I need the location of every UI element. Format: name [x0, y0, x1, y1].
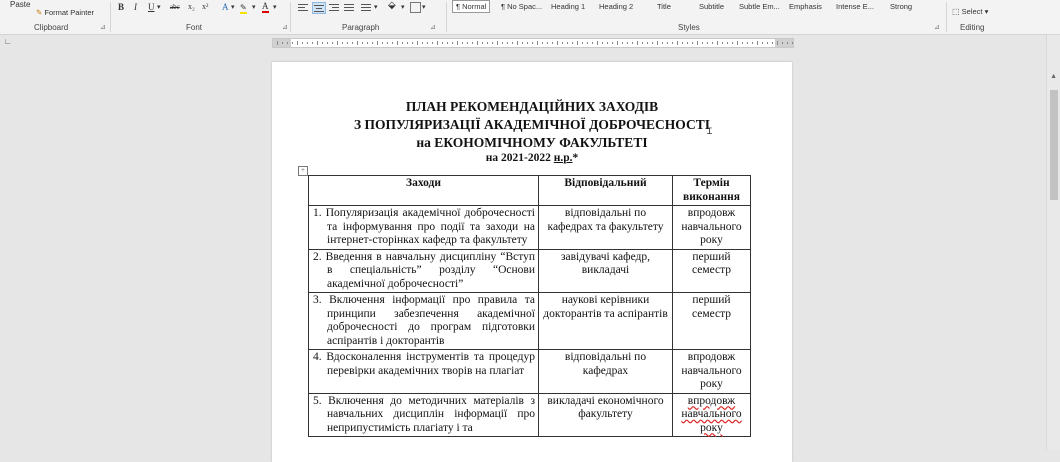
editing-group — [948, 0, 1008, 34]
table-row — [309, 393, 751, 437]
responsible-cell[interactable]: викладачі економічного факультету — [539, 393, 673, 437]
style-emphasis[interactable]: Emphasis — [789, 2, 822, 11]
style-normal[interactable]: ¶ Normal — [452, 0, 490, 13]
underline-dropdown-icon[interactable]: ▾ — [157, 3, 161, 11]
line-spacing-icon[interactable] — [360, 2, 372, 12]
text-effects-button[interactable]: A — [222, 2, 229, 12]
measures-table — [308, 175, 751, 437]
ruler-tick — [497, 41, 498, 45]
font-launcher-icon[interactable]: ⊿ — [282, 24, 288, 31]
ruler-tick — [442, 42, 443, 44]
align-center-icon[interactable] — [312, 2, 326, 14]
ruler-tick — [602, 42, 603, 44]
ruler-tick — [662, 42, 663, 44]
ribbon — [0, 0, 1060, 35]
italic-button[interactable]: I — [134, 2, 137, 12]
style-subtitle[interactable]: Subtitle — [699, 2, 725, 11]
row-number: 5. — [313, 394, 322, 407]
deadline-cell[interactable]: перший семестр — [673, 249, 751, 293]
styles-launcher-icon[interactable]: ⊿ — [934, 24, 940, 31]
table-row — [309, 249, 751, 293]
ruler-tick — [637, 41, 638, 45]
ribbon-divider — [290, 2, 291, 32]
ruler-tick — [752, 42, 753, 44]
ruler-tick — [687, 42, 688, 44]
scroll-up-icon[interactable]: ▲ — [1050, 73, 1057, 80]
subscript-button[interactable]: x₂ — [188, 2, 195, 11]
header-responsible: Відповідальний — [539, 176, 673, 206]
font-color-button[interactable]: A — [262, 1, 269, 11]
style-no-spacing[interactable]: ¶ No Spac... — [501, 2, 543, 11]
ruler-tick — [717, 41, 718, 45]
ruler-tick — [287, 42, 288, 44]
ruler-tick — [482, 42, 483, 44]
ruler-tick — [292, 42, 293, 44]
ruler-tick — [302, 42, 303, 44]
ruler-tick — [437, 41, 438, 45]
borders-icon[interactable] — [410, 2, 421, 13]
style-heading-2[interactable]: Heading 2 — [599, 2, 634, 11]
ruler-tick — [407, 42, 408, 44]
deadline-cell[interactable]: впродовж навчального року — [673, 393, 751, 437]
ruler-tick — [617, 41, 618, 45]
ruler-tick — [352, 42, 353, 44]
align-right-icon[interactable] — [328, 2, 340, 12]
strikethrough-button[interactable]: abc — [170, 3, 180, 11]
font-color-dropdown-icon[interactable]: ▾ — [273, 3, 277, 11]
ruler-tick — [652, 42, 653, 44]
ruler-tick — [517, 41, 518, 45]
ruler-tick — [627, 42, 628, 44]
year-text: на 2021-2022 — [485, 152, 554, 164]
tab-selector-icon[interactable]: ∟ — [4, 37, 12, 46]
measure-cell[interactable] — [309, 350, 539, 394]
ruler-tick — [792, 42, 793, 44]
ribbon-divider — [946, 2, 947, 32]
clipboard-launcher-icon[interactable]: ⊿ — [100, 24, 106, 31]
ruler-tick — [737, 41, 738, 45]
underline-button[interactable]: U — [148, 2, 155, 12]
doc-year-line — [272, 152, 792, 164]
measure-text: Популяризація академічної доброчесності та інформування про події та заходи на інтернет-сторінках кафедр та факультету — [325, 207, 535, 246]
measure-text: Вдосконалення інструментів та процедур перевірки академічних творів на плагіат — [326, 351, 535, 377]
ruler-tick — [402, 42, 403, 44]
measure-cell[interactable] — [309, 206, 539, 250]
justify-icon[interactable] — [343, 2, 355, 12]
ruler-tick — [707, 42, 708, 44]
table-row — [309, 293, 751, 350]
deadline-cell[interactable]: перший семестр — [673, 293, 751, 350]
ruler-tick — [337, 41, 338, 45]
clipboard-group — [0, 0, 110, 34]
ruler-tick — [577, 41, 578, 45]
ruler-tick — [467, 42, 468, 44]
ruler-tick — [592, 42, 593, 44]
scrollbar-thumb[interactable] — [1050, 90, 1058, 200]
ruler-tick — [522, 42, 523, 44]
responsible-cell[interactable]: наукові керівники докторантів та аспірантів — [539, 293, 673, 350]
table-row — [309, 350, 751, 394]
paragraph-launcher-icon[interactable]: ⊿ — [430, 24, 436, 31]
doc-title-line-3: на ЕКОНОМІЧНОМУ ФАКУЛЬТЕТІ — [416, 135, 648, 150]
borders-dropdown-icon[interactable]: ▾ — [422, 3, 426, 11]
style-title[interactable]: Title — [657, 2, 671, 11]
ruler-tick — [367, 42, 368, 44]
ruler-tick — [422, 42, 423, 44]
text-cursor-icon: Ɪ — [707, 127, 713, 137]
styles-group — [450, 0, 944, 34]
document-page[interactable] — [272, 62, 792, 462]
ruler-tick — [392, 42, 393, 44]
ruler-tick — [417, 41, 418, 45]
highlighter-icon: ✎ — [240, 3, 247, 12]
ruler-tick — [567, 42, 568, 44]
doc-title-line-2: З ПОПУЛЯРИЗАЦІЇ АКАДЕМІЧНОЇ ДОБРОЧЕСНОСТІ — [354, 117, 710, 132]
text-effects-dropdown-icon[interactable]: ▾ — [231, 3, 235, 11]
ruler-tick — [347, 42, 348, 44]
year-asterisk: * — [572, 152, 579, 164]
bold-button[interactable]: B — [118, 2, 125, 12]
format-painter-button[interactable] — [36, 8, 94, 17]
ruler-tick — [742, 42, 743, 44]
ruler-tick — [327, 42, 328, 44]
responsible-cell[interactable]: відповідальні по кафедрах — [539, 350, 673, 394]
ruler-tick — [712, 42, 713, 44]
paste-button[interactable]: Paste — [10, 0, 31, 9]
ruler-tick — [642, 42, 643, 44]
measure-text: Включення до методичних матеріалів з навчальних дисциплін інформації про неприпустимість плагіату і та — [327, 394, 535, 434]
table-header-row — [309, 176, 751, 206]
format-painter-icon: ✎ — [36, 8, 43, 17]
ruler-tick — [587, 42, 588, 44]
style-heading-1[interactable]: Heading 1 — [551, 2, 586, 11]
ruler-tick — [722, 42, 723, 44]
ruler-tick — [747, 42, 748, 44]
ruler-tick — [557, 41, 558, 45]
highlight-dropdown-icon[interactable]: ▾ — [252, 3, 256, 11]
ruler-tick — [297, 41, 298, 45]
font-group-label: Font — [186, 23, 203, 32]
ruler-tick — [487, 42, 488, 44]
ruler-tick — [732, 42, 733, 44]
ruler-tick — [362, 42, 363, 44]
ruler-tick — [532, 42, 533, 44]
ruler-tick — [772, 42, 773, 44]
style-strong[interactable]: Strong — [890, 2, 913, 11]
horizontal-ruler[interactable] — [272, 38, 794, 48]
select-cursor-icon: ⬚ — [952, 7, 960, 16]
align-left-icon[interactable] — [297, 2, 309, 12]
measure-cell[interactable] — [309, 249, 539, 293]
doc-title-line-1: ПЛАН РЕКОМЕНДАЦІЙНИХ ЗАХОДІВ — [405, 99, 659, 114]
ruler-tick — [472, 42, 473, 44]
ruler-tick — [377, 41, 378, 45]
row-number: 1. — [313, 207, 322, 219]
ruler-tick — [727, 42, 728, 44]
measure-cell[interactable] — [309, 293, 539, 350]
ruler-tick — [307, 42, 308, 44]
table-move-handle-icon[interactable]: + — [298, 166, 308, 176]
ruler-tick — [777, 41, 778, 45]
ruler-tick — [562, 42, 563, 44]
deadline-cell[interactable]: впродовж навчального року — [673, 206, 751, 250]
ruler-tick — [512, 42, 513, 44]
ruler-tick — [342, 42, 343, 44]
ruler-tick — [527, 42, 528, 44]
ruler-tick — [787, 42, 788, 44]
editing-group-label: Editing — [960, 23, 985, 32]
ruler-tick — [317, 41, 318, 45]
header-measures: Заходи — [309, 176, 539, 206]
ruler-tick — [382, 42, 383, 44]
ruler-tick — [492, 42, 493, 44]
row-number: 4. — [313, 351, 322, 363]
ruler-tick — [757, 41, 758, 45]
ruler-tick — [457, 41, 458, 45]
ruler-tick — [677, 41, 678, 45]
ruler-tick — [682, 42, 683, 44]
ribbon-divider — [446, 2, 447, 32]
responsible-cell[interactable]: відповідальні по кафедрах та факультету — [539, 206, 673, 250]
ruler-tick — [762, 42, 763, 44]
table-row — [309, 206, 751, 250]
clipboard-group-label: Clipboard — [34, 23, 69, 32]
format-painter-label: Format Painter — [44, 8, 94, 17]
ribbon-divider — [110, 2, 111, 32]
deadline-cell[interactable]: впродовж навчального року — [673, 350, 751, 394]
ruler-tick — [432, 42, 433, 44]
ruler-tick — [692, 42, 693, 44]
ruler-tick — [502, 42, 503, 44]
ruler-tick — [397, 41, 398, 45]
ruler-tick — [767, 42, 768, 44]
shading-icon[interactable]: ⬙ — [388, 0, 396, 11]
ruler-tick — [667, 42, 668, 44]
row-number: 2. — [313, 250, 322, 263]
ruler-tick — [537, 41, 538, 45]
ruler-tick — [582, 42, 583, 44]
year-abbr: н.р. — [553, 152, 573, 164]
ruler-tick — [312, 42, 313, 44]
shading-dropdown-icon[interactable]: ▾ — [401, 3, 405, 11]
ruler-tick — [622, 42, 623, 44]
ruler-tick — [427, 42, 428, 44]
ruler-tick — [702, 42, 703, 44]
measure-text: Включення інформації про правила та принципи забезпечення академічної доброчесності до програм підготовки аспірантів і докторантів — [327, 294, 535, 347]
responsible-cell[interactable]: завідувачі кафедр, викладачі — [539, 249, 673, 293]
ruler-tick — [632, 42, 633, 44]
ruler-tick — [547, 42, 548, 44]
ruler-tick — [372, 42, 373, 44]
ruler-tick — [477, 41, 478, 45]
ruler-tick — [782, 42, 783, 44]
header-deadline: Термін виконання — [673, 176, 751, 206]
ruler-tick — [552, 42, 553, 44]
row-number: 3. — [313, 294, 322, 306]
ruler-tick — [277, 41, 278, 45]
vertical-scrollbar[interactable] — [1046, 35, 1060, 450]
ruler-tick — [322, 42, 323, 44]
ruler-tick — [507, 42, 508, 44]
ruler-tick — [572, 42, 573, 44]
select-label: Select ▾ — [961, 7, 989, 16]
ruler-tick — [542, 42, 543, 44]
ruler-tick — [332, 42, 333, 44]
ruler-tick — [357, 41, 358, 45]
select-button[interactable] — [952, 7, 988, 16]
ruler-tick — [597, 41, 598, 45]
line-spacing-dropdown-icon[interactable]: ▾ — [374, 3, 378, 11]
ruler-tick — [612, 42, 613, 44]
ruler-tick — [452, 42, 453, 44]
ruler-tick — [697, 41, 698, 45]
ruler-tick — [282, 42, 283, 44]
measure-cell[interactable] — [309, 393, 539, 437]
styles-group-label: Styles — [678, 23, 700, 32]
ruler-tick — [647, 42, 648, 44]
ruler-tick — [672, 42, 673, 44]
highlight-button[interactable] — [240, 2, 247, 12]
style-subtle-emphasis[interactable]: Subtle Em... — [739, 2, 780, 11]
style-intense-emphasis[interactable]: Intense E... — [836, 2, 874, 11]
measure-text: Введення в навчальну дисципліну “Вступ в спеціальність” розділу “Основи академічної доброчесності” — [325, 250, 535, 290]
superscript-button[interactable]: x² — [202, 2, 209, 11]
paragraph-group-label: Paragraph — [342, 23, 380, 32]
ruler-tick — [412, 42, 413, 44]
ruler-tick — [607, 42, 608, 44]
ruler-tick — [447, 42, 448, 44]
font-group — [112, 0, 290, 34]
ruler-tick — [462, 42, 463, 44]
paragraph-group — [292, 0, 440, 34]
ruler-tick — [387, 42, 388, 44]
ruler-tick — [657, 41, 658, 45]
